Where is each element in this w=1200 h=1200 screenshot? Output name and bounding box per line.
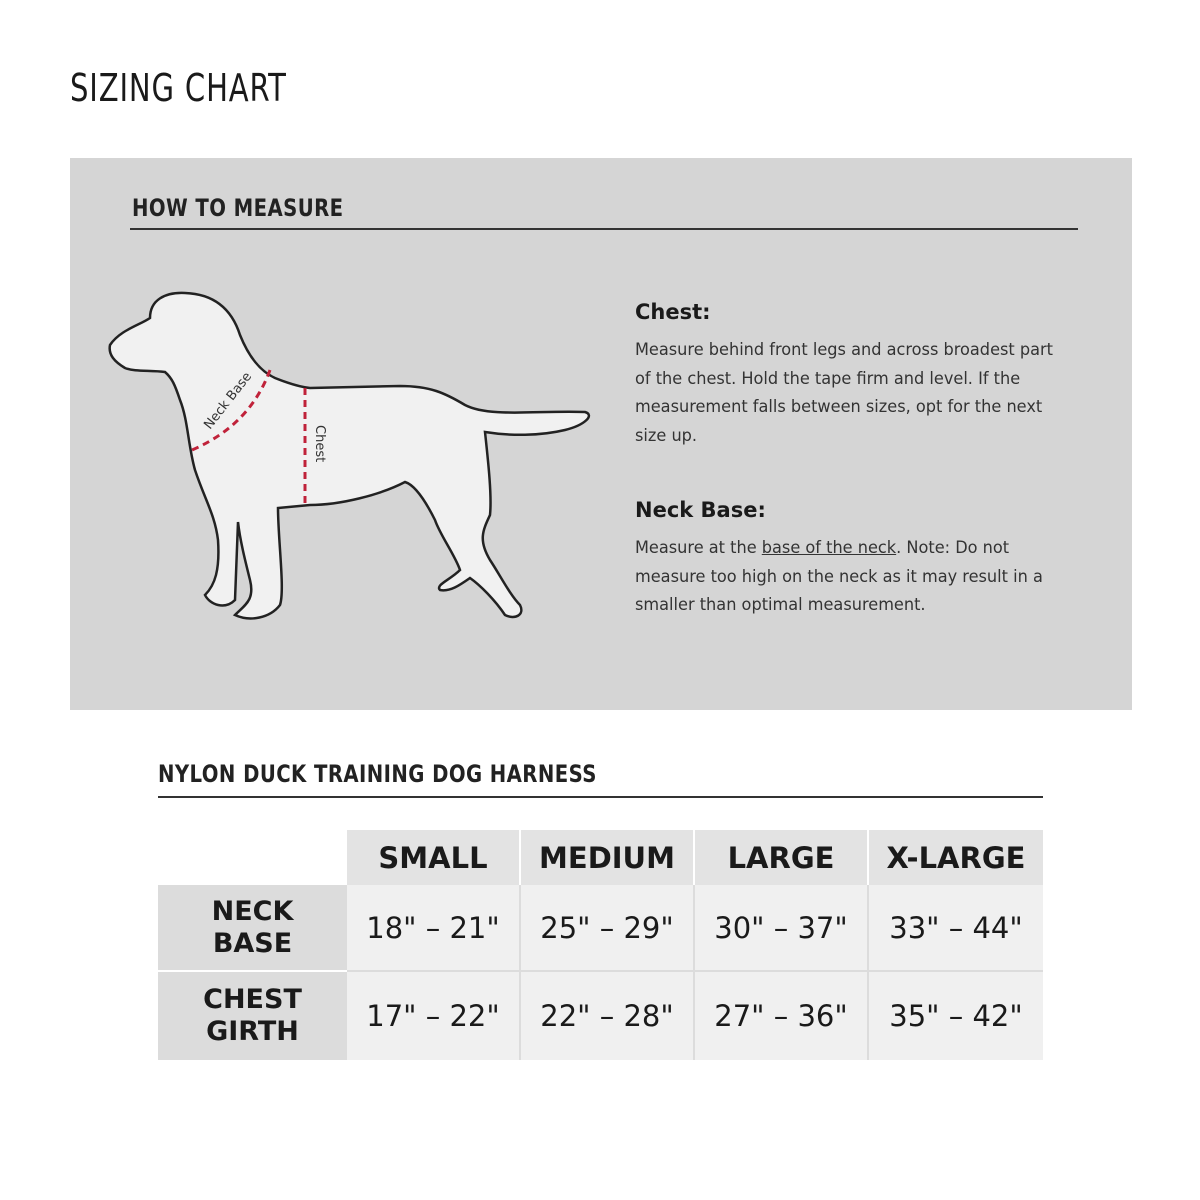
table-heading: NYLON DUCK TRAINING DOG HARNESS xyxy=(158,760,597,788)
neck-text: Measure at the base of the neck. Note: Do not measure too high on the neck as it may result in a smaller than optimal measurement. xyxy=(635,538,1043,615)
table-cell: 25" – 29" xyxy=(521,885,695,972)
neck-instructions xyxy=(635,498,1095,620)
row-label-chest-girth: CHEST GIRTH xyxy=(158,972,347,1060)
neck-title: Neck Base: xyxy=(635,498,766,522)
row-label-neck-base: NECK BASE xyxy=(158,885,347,972)
column-header-small: SMALL xyxy=(347,830,521,885)
table-cell: 35" – 42" xyxy=(869,972,1043,1060)
column-header-large: LARGE xyxy=(695,830,869,885)
neck-link-text: base of the neck xyxy=(761,538,897,558)
divider xyxy=(158,796,1043,798)
table-cell: 18" – 21" xyxy=(347,885,521,972)
table-cell: 22" – 28" xyxy=(521,972,695,1060)
neck-base-label: Neck Base xyxy=(201,369,256,433)
table-cell: 27" – 36" xyxy=(695,972,869,1060)
chest-title: Chest: xyxy=(635,300,711,324)
chest-text: Measure behind front legs and across broadest part of the chest. Hold the tape firm and level. If the measurement falls between sizes, opt for the next size up. xyxy=(635,340,1053,446)
table-cell: 33" – 44" xyxy=(869,885,1043,972)
page-title: SIZING CHART xyxy=(70,66,287,110)
how-to-measure-heading: HOW TO MEASURE xyxy=(132,194,344,222)
column-header-xlarge: X-LARGE xyxy=(869,830,1043,885)
chest-label: Chest xyxy=(312,425,327,463)
table-cell: 30" – 37" xyxy=(695,885,869,972)
table-cell: 17" – 22" xyxy=(347,972,521,1060)
column-header-medium: MEDIUM xyxy=(521,830,695,885)
dog-silhouette xyxy=(110,293,589,618)
chest-instructions xyxy=(635,300,1095,450)
